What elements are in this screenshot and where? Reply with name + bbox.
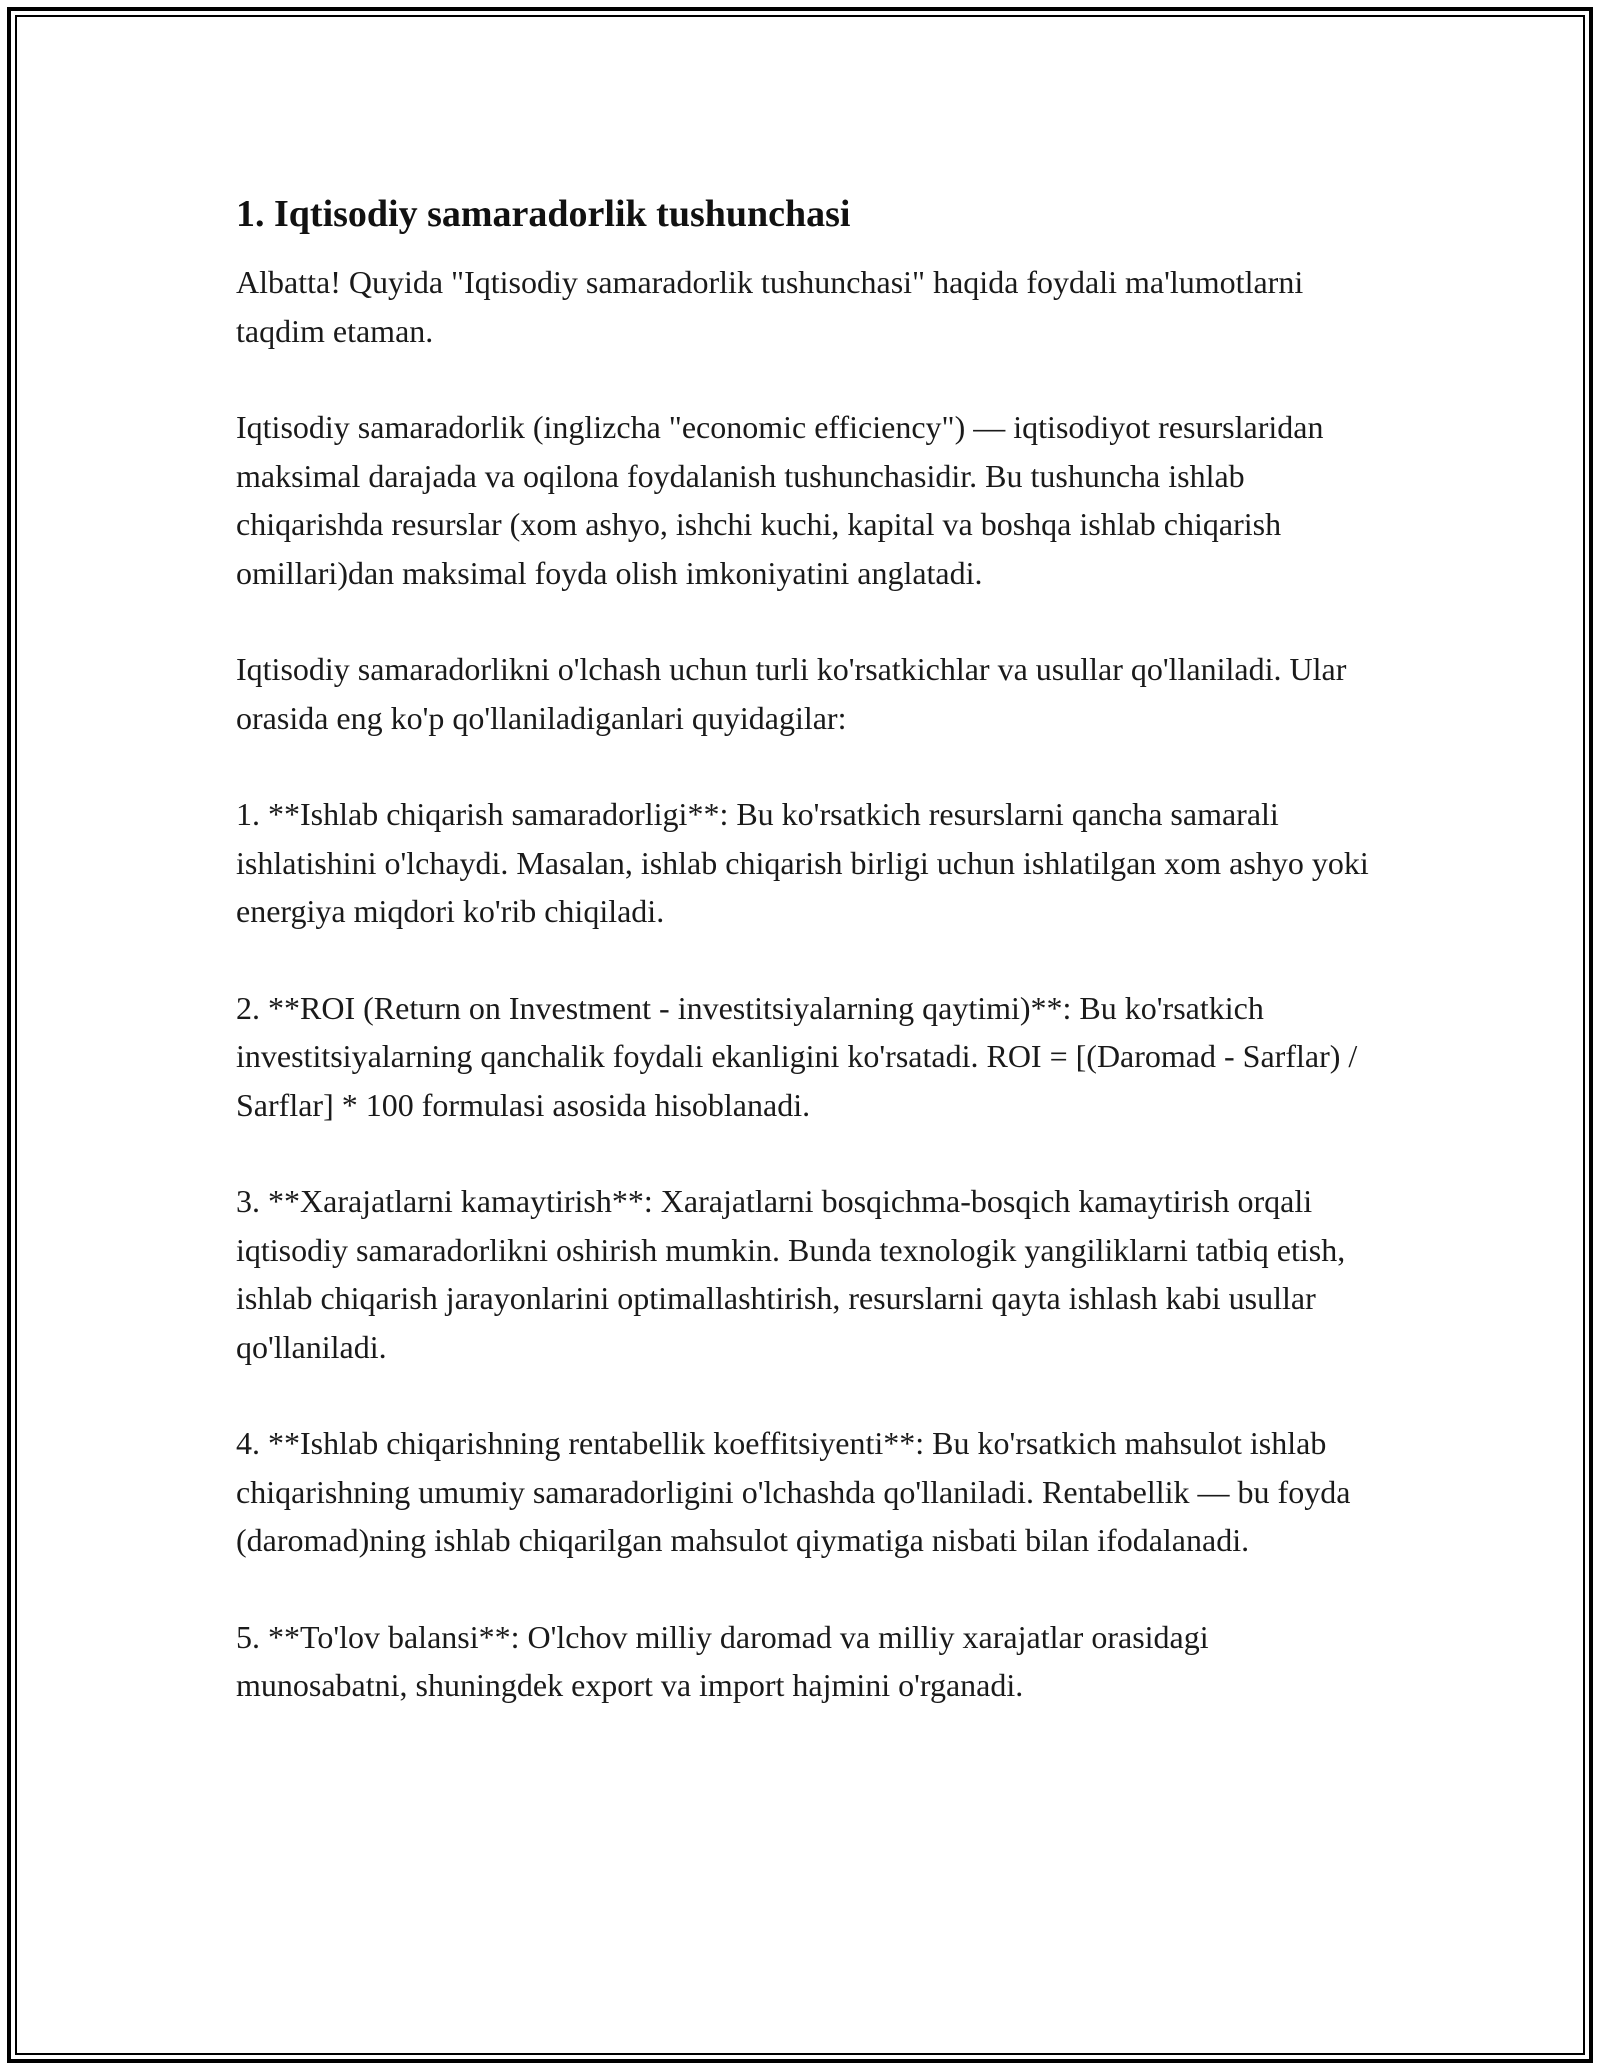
list-item-4: 4. **Ishlab chiqarishning rentabellik koeffitsiyenti**: Bu ko'rsatkich mahsulot ishlab chiqarishning umumiy samaradorligini o'lchashda qo'llaniladi. Rentabellik — bu foyda (daromad)ning ishlab chiqarilgan mahsulot qiymatiga nisbati bilan ifodalanadi. [236,1425,1351,1558]
list-item-3: 3. **Xarajatlarni kamaytirish**: Xarajatlarni bosqichma-bosqich kamaytirish orqali iqtisodiy samaradorlikni oshirish mumkin. Bunda texnologik yangiliklarni tatbiq etish, ishlab chiqarish jarayonlarini optimallashtirish, resurslarni qayta ishlash kabi usullar qo'llaniladi. [236,1183,1346,1365]
measurement-paragraph: Iqtisodiy samaradorlikni o'lchash uchun turli ko'rsatkichlar va usullar qo'llaniladi. Ular orasida eng ko'p qo'llaniladiganlari quyidagilar: [236,651,1347,736]
list-item-1: 1. **Ishlab chiqarish samaradorligi**: Bu ko'rsatkich resurslarni qancha samarali ishlatishini o'lchaydi. Masalan, ishlab chiqarish birligi uchun ishlatilgan xom ashyo yoki energiya miqdori ko'rib chiqiladi. [236,796,1369,929]
document-body [236,190,1376,1758]
document-title: 1. Iqtisodiy samaradorlik tushunchasi [236,193,851,235]
intro-paragraph: Albatta! Quyida "Iqtisodiy samaradorlik tushunchasi" haqida foydali ma'lumotlarni taqdim etaman. [236,264,1304,349]
definition-paragraph: Iqtisodiy samaradorlik (inglizcha "economic efficiency") — iqtisodiyot resurslaridan maksimal darajada va oqilona foydalanish tushunchasidir. Bu tushuncha ishlab chiqarishda resurslar (xom ashyo, ishchi kuchi, kapital va boshqa ishlab chiqarish omillari)dan maksimal foyda olish imkoniyatini anglatadi. [236,409,1324,591]
list-item-2: 2. **ROI (Return on Investment - investitsiyalarning qaytimi)**: Bu ko'rsatkich investitsiyalarning qanchalik foydali ekanligini ko'rsatadi. ROI = [(Daromad - Sarflar) / Sarflar] * 100 formulasi asosida hisoblanadi. [236,989,1358,1123]
list-item-5: 5. **To'lov balansi**: O'lchov milliy daromad va milliy xarajatlar orasidagi munosabatni, shuningdek export va import hajmini o'rganadi. [236,1618,1209,1703]
